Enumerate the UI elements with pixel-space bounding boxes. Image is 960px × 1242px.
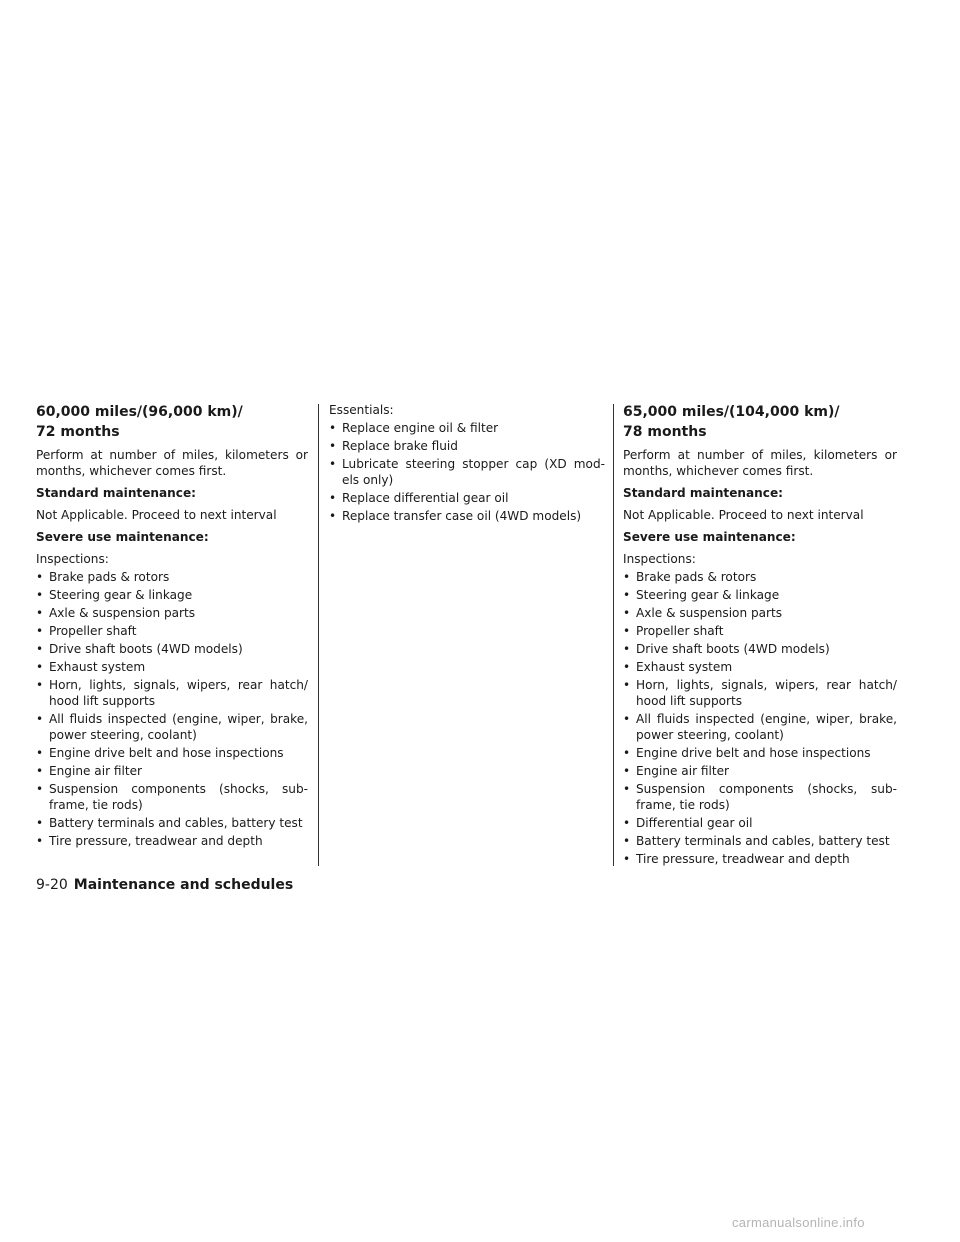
chapter-title: Maintenance and schedules (73, 877, 294, 893)
section-heading: 60,000 miles/(96,000 km)/ 72 months (36, 404, 243, 440)
essentials-label: Essentials: (329, 403, 394, 417)
section-heading: 65,000 miles/(104,000 km)/ 78 months (623, 404, 840, 440)
watermark: carmanualsonline.info (732, 1215, 865, 1230)
inspections-label: Inspections: (36, 552, 109, 566)
essentials-list (329, 420, 605, 524)
list-item: • Tire pressure, treadwear and depth (623, 851, 897, 867)
standard-text: Not Applicable. Proceed to next interval (36, 508, 277, 522)
inspections-label: Inspections: (623, 552, 696, 566)
list-item: • Exhaust system (623, 659, 897, 675)
list-item: • Lubricate steering stopper cap (XD mod-els only) (329, 456, 605, 488)
list-item: • Differential gear oil (623, 815, 897, 831)
list-item: • Drive shaft boots (4WD models) (623, 641, 897, 657)
list-item: • Tire pressure, treadwear and depth (36, 833, 308, 849)
list-item: • All fluids inspected (engine, wiper, brake, power steering, coolant) (36, 711, 308, 743)
list-item: • Replace transfer case oil (4WD models) (329, 508, 605, 524)
section-60000-miles-continued (329, 402, 605, 526)
list-item: • Horn, lights, signals, wipers, rear hatch/ hood lift supports (623, 677, 897, 709)
intro-text: Perform at number of miles, kilometers or months, whichever comes first. (623, 448, 897, 478)
section-65000-miles (623, 402, 897, 869)
page-number: 9-20 (36, 877, 68, 893)
list-item: • Steering gear & linkage (623, 587, 897, 603)
list-item: • Engine air filter (36, 763, 308, 779)
column-divider (318, 404, 319, 866)
list-item: • Axle & suspension parts (623, 605, 897, 621)
list-item: • Suspension components (shocks, sub-frame, tie rods) (36, 781, 308, 813)
list-item: • Replace differential gear oil (329, 490, 605, 506)
severe-label: Severe use maintenance: (36, 530, 209, 544)
column-divider (613, 404, 614, 866)
list-item: • Suspension components (shocks, sub-frame, tie rods) (623, 781, 897, 813)
list-item: • Axle & suspension parts (36, 605, 308, 621)
list-item: • Drive shaft boots (4WD models) (36, 641, 308, 657)
list-item: • Battery terminals and cables, battery test (36, 815, 308, 831)
list-item: • Engine drive belt and hose inspections (623, 745, 897, 761)
inspection-list (36, 569, 308, 849)
list-item: • Replace engine oil & filter (329, 420, 605, 436)
section-60000-miles (36, 402, 308, 851)
list-item: • Brake pads & rotors (623, 569, 897, 585)
list-item: • Engine drive belt and hose inspections (36, 745, 308, 761)
list-item: • Replace brake fluid (329, 438, 605, 454)
list-item: • Engine air filter (623, 763, 897, 779)
list-item: • Propeller shaft (36, 623, 308, 639)
list-item: • Brake pads & rotors (36, 569, 308, 585)
list-item: • Exhaust system (36, 659, 308, 675)
list-item: • Battery terminals and cables, battery test (623, 833, 897, 849)
list-item: • Horn, lights, signals, wipers, rear hatch/ hood lift supports (36, 677, 308, 709)
inspection-list (623, 569, 897, 867)
standard-label: Standard maintenance: (36, 486, 197, 500)
list-item: • All fluids inspected (engine, wiper, brake, power steering, coolant) (623, 711, 897, 743)
severe-label: Severe use maintenance: (623, 530, 796, 544)
standard-label: Standard maintenance: (623, 486, 784, 500)
standard-text: Not Applicable. Proceed to next interval (623, 508, 864, 522)
list-item: • Steering gear & linkage (36, 587, 308, 603)
page-footer (36, 875, 293, 895)
intro-text: Perform at number of miles, kilometers or months, whichever comes first. (36, 448, 308, 478)
list-item: • Propeller shaft (623, 623, 897, 639)
